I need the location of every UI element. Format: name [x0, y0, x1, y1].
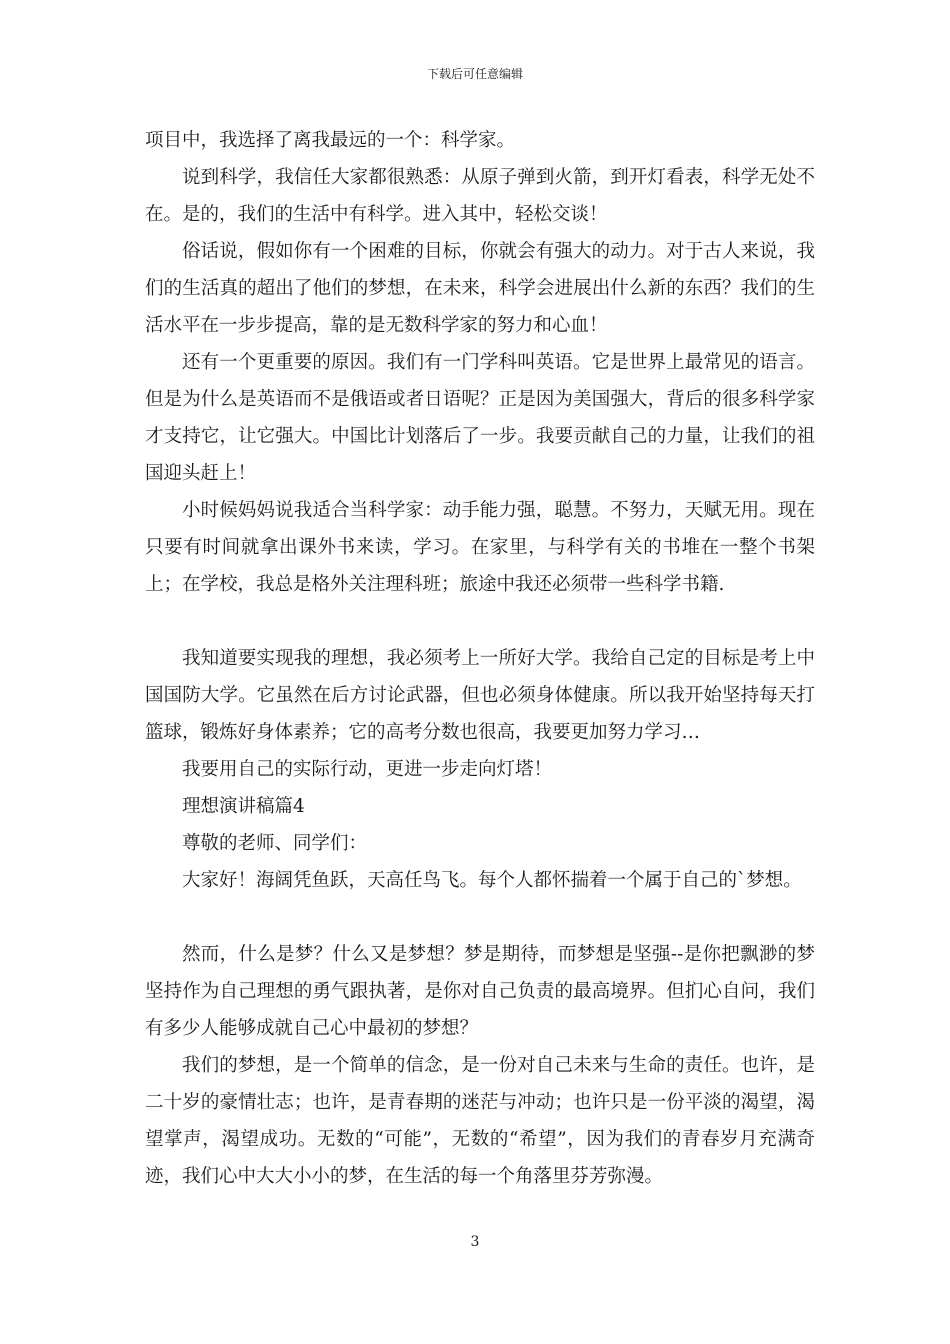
- document-body: [145, 122, 815, 1195]
- paragraph: 还有一个更重要的原因。我们有一门学科叫英语。它是世界上最常见的语言。但是为什么是英语而不是俄语或者日语呢？正是因为美国强大，背后的很多科学家才支持它，让它强大。中国比计划落后了一步。我要贡献自己的力量，让我们的祖国迎头赶上！: [145, 352, 815, 484]
- paragraph: 项目中，我选择了离我最远的一个：科学家。: [145, 130, 516, 151]
- section-title: 理想演讲稿篇4: [182, 796, 305, 817]
- paragraph: 俗话说，假如你有一个困难的目标，你就会有强大的动力。对于古人来说，我们的生活真的超出了他们的梦想，在未来，科学会进展出什么新的东西？我们的生活水平在一步步提高，靠的是无数科学家的努力和心血！: [145, 241, 815, 336]
- paragraph: 我要用自己的实际行动，更进一步走向灯塔！: [182, 759, 553, 780]
- paragraph: 我知道要实现我的理想，我必须考上一所好大学。我给自己定的目标是考上中国国防大学。它虽然在后方讨论武器，但也必须身体健康。所以我开始坚持每天打篮球，锻炼好身体素养；它的高考分数也很高，我要更加努力学习…: [145, 648, 815, 743]
- paragraph: 然而，什么是梦？什么又是梦想？梦是期待，而梦想是坚强--是你把飘渺的梦坚持作为自己理想的勇气跟执著，是你对自己负责的最高境界。但扪心自问，我们有多少人能够成就自己心中最初的梦想？: [145, 944, 815, 1039]
- salutation: 尊敬的老师、同学们：: [182, 833, 368, 854]
- page-number: 3: [470, 1234, 480, 1250]
- paragraph: 大家好！海阔凭鱼跃，天高任鸟飞。每个人都怀揣着一个属于自己的`梦想。: [182, 870, 802, 891]
- paragraph: 小时候妈妈说我适合当科学家：动手能力强，聪慧。不努力，天赋无用。现在只要有时间就拿出课外书来读，学习。在家里，与科学有关的书堆在一整个书架上；在学校，我总是格外关注理科班；旅途中我还必须带一些科学书籍.: [145, 500, 815, 595]
- paragraph: 说到科学，我信任大家都很熟悉：从原子弹到火箭，到开灯看表，科学无处不在。是的，我们的生活中有科学。进入其中，轻松交谈！: [145, 167, 815, 225]
- page-header: 下载后可任意编辑: [426, 67, 523, 81]
- paragraph: 我们的梦想，是一个简单的信念，是一份对自己未来与生命的责任。也许，是二十岁的豪情壮志；也许，是青春期的迷茫与冲动；也许只是一份平淡的渴望，渴望掌声，渴望成功。无数的“可能”，无数的“希望”，因为我们的青春岁月充满奇迹，我们心中大大小小的梦，在生活的每一个角落里芬芳弥漫。: [145, 1055, 815, 1187]
